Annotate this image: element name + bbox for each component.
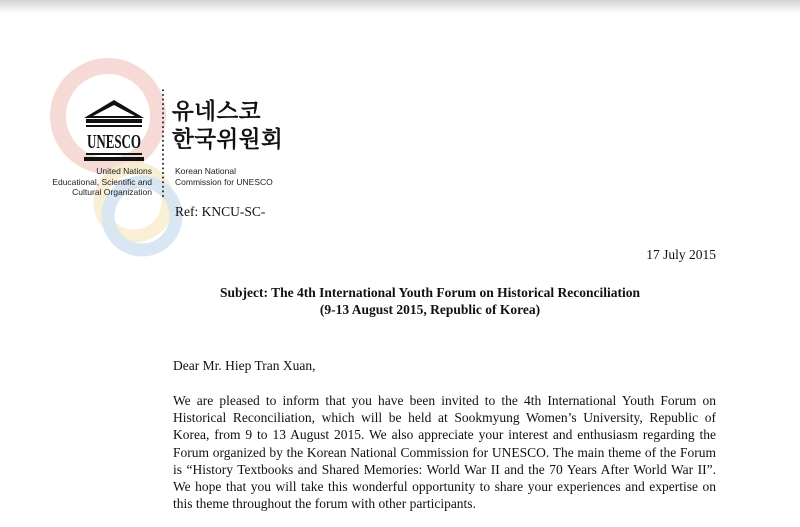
logo-text: UNESCO [87, 131, 141, 153]
un-organization-name [20, 166, 152, 198]
viewer-top-shadow [0, 0, 800, 14]
korean-name-line-1: 유네스코 [172, 99, 261, 125]
salutation: Dear Mr. Hiep Tran Xuan, [173, 358, 316, 373]
kncu-name-line: Korean National [175, 166, 236, 176]
un-name-line: Educational, Scientific and [52, 176, 152, 187]
kncu-name-line: Commission for UNESCO [175, 176, 273, 187]
subject-heading [170, 284, 690, 318]
letterhead-dotted-divider [161, 88, 165, 198]
letter-page [0, 14, 800, 527]
un-name-line: Cultural Organization [72, 187, 152, 197]
un-name-line: United Nations [96, 166, 152, 176]
korean-name-line-2: 한국위원회 [172, 127, 284, 153]
subject-line: (9-13 August 2015, Republic of Korea) [319, 302, 541, 317]
unesco-temple-logo [82, 98, 146, 168]
kncu-english-name [175, 166, 273, 187]
reference-number: Ref: KNCU-SC- [175, 204, 266, 219]
body-paragraph: We are pleased to inform that you have been invited to the 4th International Youth Forum on Historical Reconciliation, which will be held at Sookmyung Women’s University, Republic of Korea, from 9 to 13 August 2015. We also appreciate your interest and enthusiasm regarding the Forum organized by the Korean National Commission for UNESCO. The main theme of the Forum is “History Textbooks and Shared Memories: World War II and the 70 Years After World War II”. We hope that you will take this wonderful opportunity to share your experiences and expertise on this theme throughout the forum with other participants. [173, 393, 716, 512]
letter-date: 17 July 2015 [646, 247, 716, 262]
subject-line: Subject: The 4th International Youth Forum on Historical Reconciliation [219, 285, 640, 300]
